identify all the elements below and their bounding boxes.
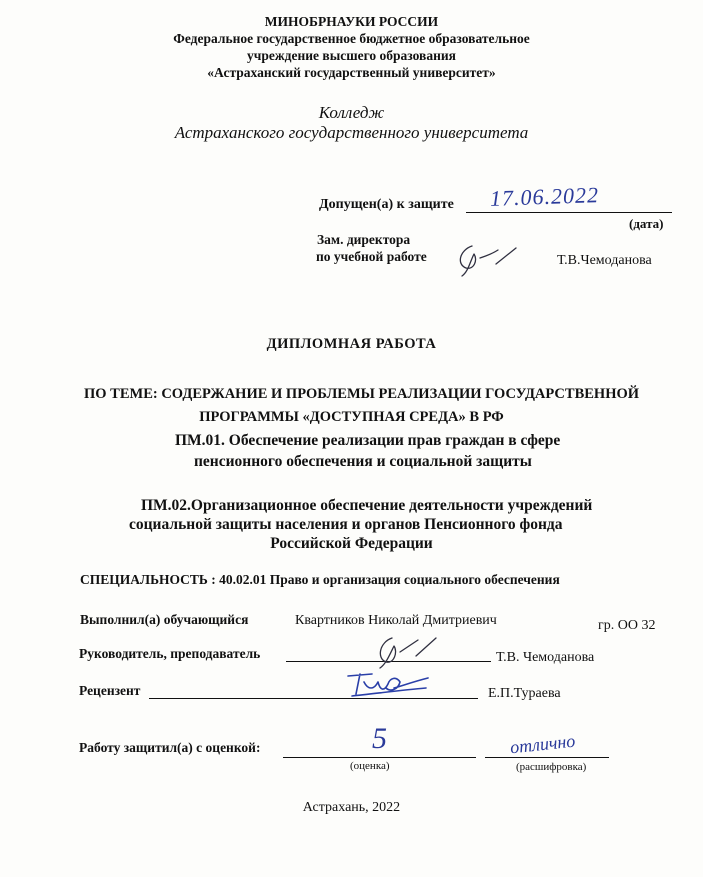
ministry-name: МИНОБРНАУКИ РОССИИ [264, 14, 439, 29]
admitted-date-handwritten: 17.06.2022 [489, 182, 600, 211]
grade-words-line [485, 757, 609, 758]
topic-line-2: ПРОГРАММЫ «ДОСТУПНАЯ СРЕДА» В РФ [199, 409, 504, 425]
institution-line-1: Федеральное государственное бюджетное образовательное [173, 31, 530, 46]
supervisor-signature [360, 630, 440, 670]
pm01-line-2: пенсионного обеспечения и социальной защиты [194, 453, 532, 470]
grade-value-caption: (оценка) [350, 760, 390, 772]
work-type-title: ДИПЛОМНАЯ РАБОТА [266, 336, 437, 352]
student-label: Выполнил(а) обучающийся [80, 612, 249, 627]
university-name: «Астраханский государственный университет» [207, 65, 496, 80]
reviewer-signature [342, 668, 432, 704]
date-caption: (дата) [629, 216, 664, 231]
pm01-line-1: ПМ.01. Обеспечение реализации прав граждан в сфере [175, 432, 561, 449]
grade-words-caption: (расшифровка) [516, 761, 587, 773]
admitted-date-line [466, 212, 672, 213]
reviewer-name: Е.П.Тураева [488, 686, 561, 701]
student-group: гр. ОО 32 [598, 618, 656, 633]
grade-value-line [283, 757, 476, 758]
pm02-line-3: Российской Федерации [270, 535, 433, 552]
deputy-signature [452, 238, 522, 278]
pm02-line-2: социальной защиты населения и органов Пенсионного фонда [129, 516, 563, 533]
student-name: Квартников Николай Дмитриевич [295, 613, 497, 628]
city-year: Астрахань, 2022 [302, 800, 401, 815]
college-line-1: Колледж [318, 103, 385, 122]
deputy-label-line-2: по учебной работе [316, 249, 427, 264]
deputy-label-line-1: Зам. директора [317, 232, 411, 247]
supervisor-label: Руководитель, преподаватель [79, 646, 261, 661]
deputy-name: Т.В.Чемоданова [557, 253, 652, 268]
topic-line-1: ПО ТЕМЕ: СОДЕРЖАНИЕ И ПРОБЛЕМЫ РЕАЛИЗАЦИИ ГОСУДАРСТВЕННОЙ [84, 386, 640, 402]
supervisor-name: Т.В. Чемоданова [496, 650, 595, 665]
institution-line-2: учреждение высшего образования [247, 48, 456, 63]
reviewer-label: Рецензент [79, 683, 141, 698]
college-line-2: Астраханского государственного университета [174, 123, 529, 142]
pm02-line-1: ПМ.02.Организационное обеспечение деятельности учреждений [141, 497, 593, 514]
grade-value-handwritten: 5 [372, 722, 387, 755]
admitted-label: Допущен(а) к защите [319, 197, 454, 212]
specialty: СПЕЦИАЛЬНОСТЬ : 40.02.01 Право и организация социального обеспечения [80, 572, 560, 587]
grade-label: Работу защитил(а) с оценкой: [79, 740, 261, 755]
grade-words-handwritten: отлично [509, 730, 577, 758]
